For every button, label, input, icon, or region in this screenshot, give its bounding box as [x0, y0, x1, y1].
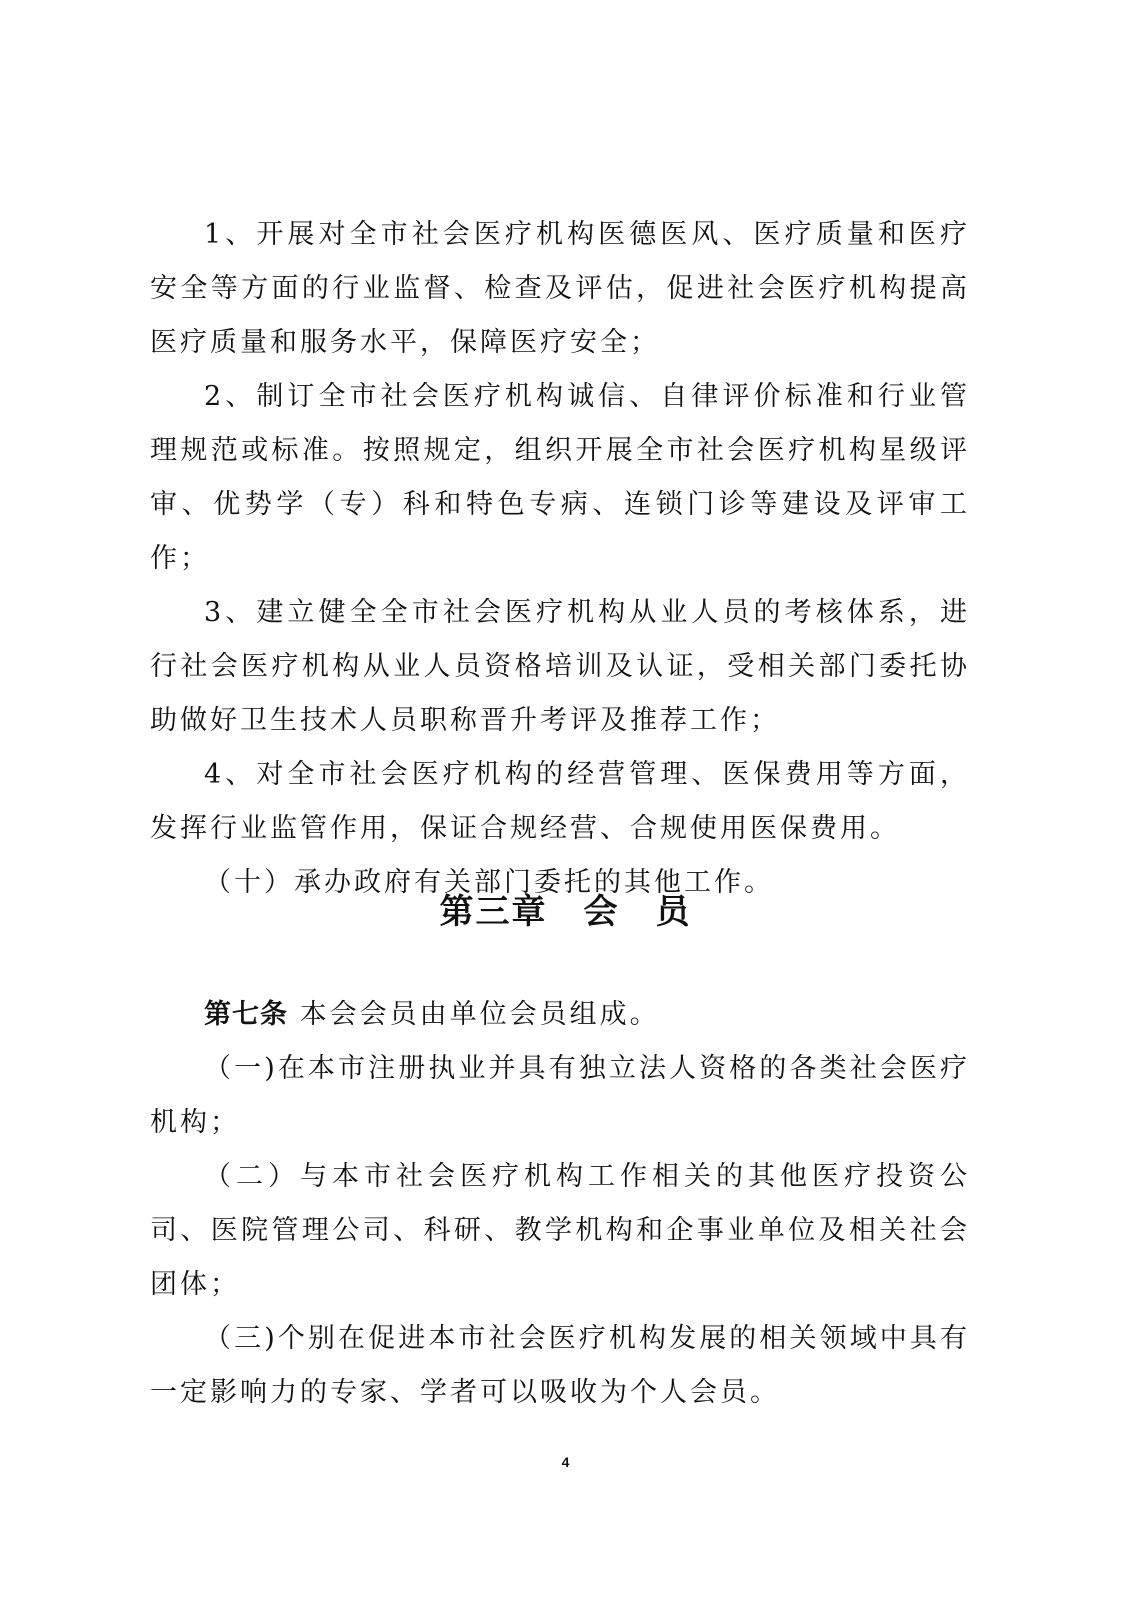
duty-item-10: （十）承办政府有关部门委托的其他工作。: [204, 867, 774, 898]
article-7-section: [150, 988, 970, 1420]
chapter-heading: 第三章 会 员: [439, 892, 692, 932]
membership-item-1: （一)在本市注册执业并具有独立法人资格的各类社会医疗机构；: [150, 1053, 970, 1138]
duty-item-2: 2、制订全市社会医疗机构诚信、自律评价标准和行业管理规范或标准。按照规定，组织开展全市社会医疗机构星级评审、优势学（专）科和特色专病、连锁门诊等建设及评审工作；: [150, 381, 970, 574]
duty-item-3: 3、建立健全全市社会医疗机构从业人员的考核体系，进行社会医疗机构从业人员资格培训及认证，受相关部门委托协助做好卫生技术人员职称晋升考评及推荐工作；: [150, 597, 970, 736]
article-7-label: 第七条: [204, 999, 288, 1030]
membership-item-2: （二）与本市社会医疗机构工作相关的其他医疗投资公司、医院管理公司、科研、教学机构和企事业单位及相关社会团体；: [150, 1161, 970, 1300]
page-number: 4: [561, 1454, 570, 1470]
article-7-text: 本会会员由单位会员组成。: [288, 999, 660, 1030]
membership-item-3: （三)个别在促进本市社会医疗机构发展的相关领域中具有一定影响力的专家、学者可以吸收为个人会员。: [150, 1323, 970, 1408]
article-7-intro: [150, 988, 970, 1042]
duties-section: [150, 208, 970, 910]
duty-item-1: 1、开展对全市社会医疗机构医德医风、医疗质量和医疗安全等方面的行业监督、检查及评估，促进社会医疗机构提高医疗质量和服务水平，保障医疗安全；: [150, 219, 970, 358]
duty-item-4: 4、对全市社会医疗机构的经营管理、医保费用等方面，发挥行业监管作用，保证合规经营、合规使用医保费用。: [150, 759, 970, 844]
